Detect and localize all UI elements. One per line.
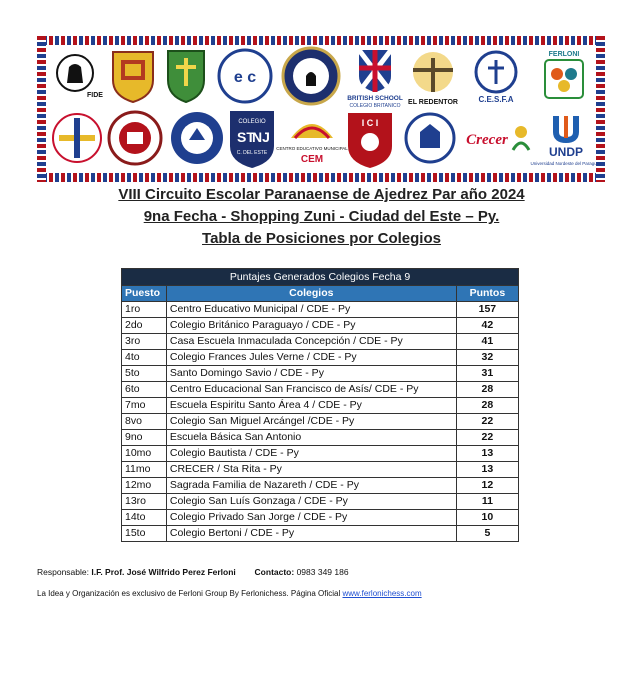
position-cell: 3ro: [122, 334, 167, 350]
fide-logo-text: FIDE: [87, 92, 103, 99]
position-cell: 6to: [122, 382, 167, 398]
ici-logo: [345, 110, 395, 170]
colegio-crecer-round-logo: [167, 108, 227, 170]
svg-text:I C I: I C I: [361, 118, 379, 128]
school-cell: CRECER / Sta Rita - Py: [166, 462, 456, 478]
school-cell: Casa Escuela Inmaculada Concepción / CDE - Py: [166, 334, 456, 350]
school-cell: Santo Domingo Savio / CDE - Py: [166, 366, 456, 382]
table-row: [122, 334, 519, 350]
svg-text:UNDP: UNDP: [548, 145, 584, 159]
school-cell: Colegio Frances Jules Verne / CDE - Py: [166, 350, 456, 366]
position-cell: 9no: [122, 430, 167, 446]
position-cell: 13ro: [122, 494, 167, 510]
standings-table: [121, 268, 519, 542]
british-school-logo: [345, 46, 405, 108]
points-cell: 22: [456, 430, 518, 446]
position-cell: 1ro: [122, 302, 167, 318]
responsable-label: Responsable:: [37, 567, 92, 577]
table-header-row: [122, 286, 519, 302]
logos-banner: [37, 36, 605, 182]
points-cell: 41: [456, 334, 518, 350]
document-title-line1: VIII Circuito Escolar Paranaense de Ajedrez Par año 2024: [118, 186, 525, 203]
ferloni-logo: [531, 46, 597, 108]
points-cell: 12: [456, 478, 518, 494]
svg-text:FERLONI: FERLONI: [548, 51, 580, 58]
school-cell: Colegio San Miguel Arcángel /CDE - Py: [166, 414, 456, 430]
school-crest-logo-2: [109, 46, 157, 104]
cem-logo: [276, 108, 348, 172]
points-cell: 31: [456, 366, 518, 382]
cesfa-logo: [463, 48, 529, 108]
svg-text:CEM: CEM: [300, 154, 324, 165]
school-cell: Colegio Británico Paraguayo / CDE - Py: [166, 318, 456, 334]
position-cell: 2do: [122, 318, 167, 334]
fide-logo: [49, 47, 105, 103]
header-puntos: Puntos: [456, 286, 518, 302]
chess-club-logo: [281, 46, 341, 106]
colegio-stnj-logo: [227, 108, 277, 170]
table-row: [122, 302, 519, 318]
school-cell: Colegio Privado San Jorge / CDE - Py: [166, 510, 456, 526]
svg-text:C. DEL ESTE: C. DEL ESTE: [236, 150, 268, 156]
header-puesto: Puesto: [122, 286, 167, 302]
svg-text:BRITISH SCHOOL: BRITISH SCHOOL: [347, 95, 403, 102]
banner-left-border: [37, 36, 46, 182]
table-row: [122, 462, 519, 478]
instituto-santa-cecilia-logo: [105, 108, 165, 170]
points-cell: 5: [456, 526, 518, 542]
school-logo-row2-1: [49, 110, 105, 170]
school-cell: Centro Educacional San Francisco de Asís/ CDE - Py: [166, 382, 456, 398]
position-cell: 4to: [122, 350, 167, 366]
school-cell: Escuela Espiritu Santo Área 4 / CDE - Py: [166, 398, 456, 414]
svg-text:C.E.S.F.A: C.E.S.F.A: [478, 95, 514, 104]
school-cell: Colegio San Luís Gonzaga / CDE - Py: [166, 494, 456, 510]
points-cell: 42: [456, 318, 518, 334]
position-cell: 10mo: [122, 446, 167, 462]
svg-text:EL REDENTOR: EL REDENTOR: [408, 99, 458, 106]
position-cell: 7mo: [122, 398, 167, 414]
points-cell: 32: [456, 350, 518, 366]
points-cell: 22: [456, 414, 518, 430]
footer-idea: [37, 589, 422, 598]
table-row: [122, 318, 519, 334]
svg-text:COLEGIO BRITANICO: COLEGIO BRITANICO: [349, 103, 401, 109]
santa-rita-logo: [403, 110, 457, 170]
points-cell: 28: [456, 398, 518, 414]
table-row: [122, 366, 519, 382]
svg-text:ST: ST: [237, 129, 255, 145]
el-redentor-logo: [405, 48, 461, 108]
table-row: [122, 510, 519, 526]
table-row: [122, 414, 519, 430]
table-row: [122, 526, 519, 542]
crecer-logo: [457, 116, 531, 162]
footer-responsable: [37, 567, 349, 577]
svg-text:CENTRO EDUCATIVO MUNICIPAL: CENTRO EDUCATIVO MUNICIPAL: [276, 146, 348, 151]
contacto-label: Contacto:: [254, 567, 297, 577]
document-title-line3: Tabla de Posiciones por Colegios: [202, 230, 441, 247]
banner-bottom-border: [37, 173, 605, 182]
points-cell: 28: [456, 382, 518, 398]
svg-text:NJ: NJ: [252, 129, 270, 145]
official-site-link[interactable]: www.ferlonichess.com: [342, 589, 422, 598]
table-row: [122, 494, 519, 510]
school-cell: Escuela Básica San Antonio: [166, 430, 456, 446]
responsable-name: I.F. Prof. José Wilfrido Perez Ferloni: [91, 567, 236, 577]
school-crest-logo-3: [165, 48, 207, 104]
table-caption: Puntajes Generados Colegios Fecha 9: [122, 269, 519, 286]
banner-top-border: [37, 36, 605, 45]
points-cell: 11: [456, 494, 518, 510]
table-row: [122, 478, 519, 494]
svg-text:e c: e c: [233, 69, 257, 86]
table-caption-row: [122, 269, 519, 286]
position-cell: 15to: [122, 526, 167, 542]
position-cell: 5to: [122, 366, 167, 382]
points-cell: 10: [456, 510, 518, 526]
position-cell: 14to: [122, 510, 167, 526]
table-row: [122, 446, 519, 462]
points-cell: 157: [456, 302, 518, 318]
points-cell: 13: [456, 446, 518, 462]
table-row: [122, 382, 519, 398]
document-title-line2: 9na Fecha - Shopping Zuni - Ciudad del Este – Py.: [143, 208, 500, 225]
svg-text:Crecer: Crecer: [466, 132, 508, 148]
school-cell: Sagrada Familia de Nazareth / CDE - Py: [166, 478, 456, 494]
school-cell: Colegio Bertoni / CDE - Py: [166, 526, 456, 542]
svg-text:COLEGIO: COLEGIO: [238, 119, 266, 125]
position-cell: 8vo: [122, 414, 167, 430]
school-cell: Colegio Bautista / CDE - Py: [166, 446, 456, 462]
header-colegios: Colegios: [166, 286, 456, 302]
idea-text: La Idea y Organización es exclusivo de Ferloni Group By Ferlonichess. Página Oficial: [37, 589, 343, 598]
points-cell: 13: [456, 462, 518, 478]
position-cell: 11mo: [122, 462, 167, 478]
undp-logo: [530, 110, 602, 172]
table-body: [122, 302, 519, 542]
contacto-value: 0983 349 186: [296, 567, 349, 577]
school-round-logo-4: [217, 48, 273, 104]
table-row: [122, 430, 519, 446]
position-cell: 12mo: [122, 478, 167, 494]
table-row: [122, 350, 519, 366]
school-cell: Centro Educativo Municipal / CDE - Py: [166, 302, 456, 318]
svg-text:Universidad Nordeste del Parag: Universidad Nordeste del Paraguay: [530, 161, 602, 166]
table-row: [122, 398, 519, 414]
